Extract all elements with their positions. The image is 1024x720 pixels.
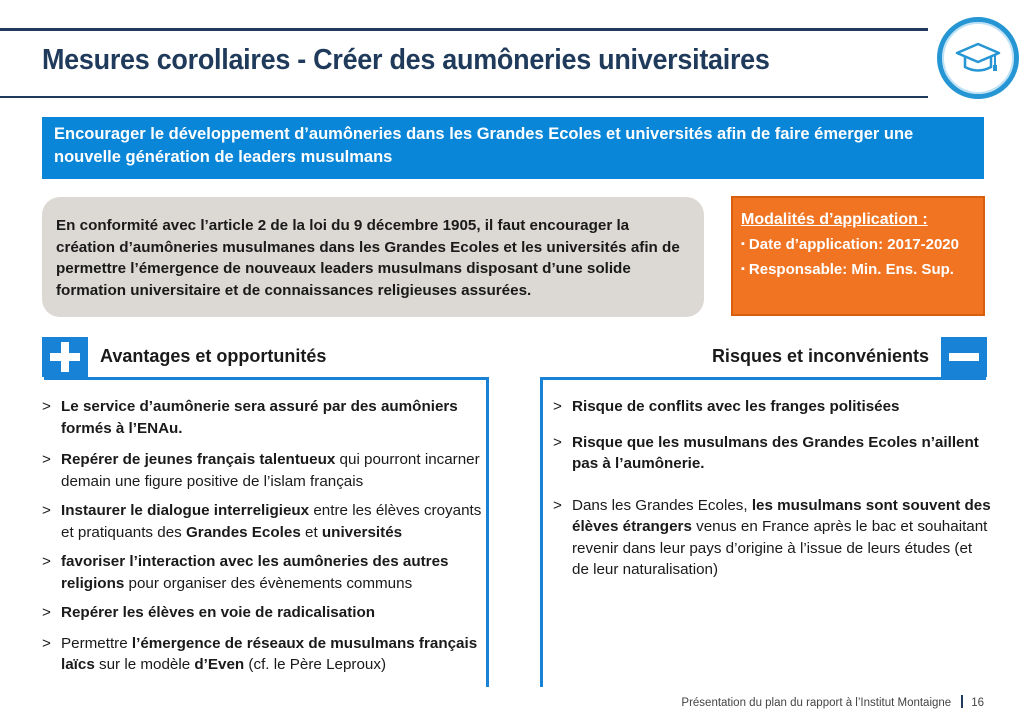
objective-text: Encourager le développement d’aumôneries dans les Grandes Ecoles et universités afin de faire émerger une nouvelle génération de leaders musulmans [54,125,914,166]
graduation-cap-icon [955,41,1001,75]
plain-text: entre les élèves croyants et pratiquants des [61,502,482,541]
list-marker: > [42,604,51,621]
list-marker: > [553,398,562,415]
list-marker: > [42,398,51,415]
risks-item [553,396,993,418]
bold-text: Risque de conflits avec les franges politisées [572,398,900,415]
footer-separator [961,695,963,708]
plain-text: pour organiser des évènements communs [124,574,413,592]
list-marker: > [42,634,51,652]
bold-text: Risque que les musulmans des Grandes Ecoles n’aillent pas à l’aumônerie. [572,433,979,472]
modalites-box [731,196,985,316]
advantages-item [42,396,482,439]
plain-text: Permettre [61,634,132,652]
bold-text: favoriser l’interaction avec les aumôneries des autres religions [61,553,449,592]
advantages-item [42,633,482,676]
plain-text: et [300,523,322,541]
risks-item [553,495,993,581]
modalites-title: Modalités d’application : [741,211,928,228]
advantages-list [42,396,482,676]
bold-text: d’Even [194,656,245,673]
bold-text: Grandes Ecoles [185,523,301,541]
bold-text: Repérer les élèves en voie de radicalisation [61,604,376,621]
list-marker: > [42,451,51,468]
risks-heading: Risques et inconvénients [711,346,929,366]
footer-text: Présentation du plan du rapport à l’Institut Montaigne [681,697,952,709]
advantages-item [42,449,482,492]
title-rule [0,96,928,98]
footer [681,695,984,709]
modalites-item-date [741,232,975,257]
list-marker: > [42,553,51,570]
top-rule [0,28,928,31]
advantages-item [42,500,482,543]
modalites-item-label: Responsable: Min. Ens. Sup. [748,261,954,278]
advantages-item [42,602,482,624]
bold-text: l’émergence de réseaux de musulmans français laïcs [61,634,478,673]
plus-icon [42,337,88,377]
bold-text: universités [321,523,403,541]
risks-list [553,396,993,581]
objective-banner [42,117,984,179]
bullet-icon: ▪ [741,263,745,275]
list-marker: > [553,496,562,514]
modalites-item-responsable [741,257,975,282]
advantages-heading: Avantages et opportunités [100,346,327,366]
list-marker: > [42,502,51,519]
context-text: En conformité avec l’article 2 de la loi du 9 décembre 1905, il faut encourager la création d’aumôneries musulmanes dans les Grandes Ecoles et les universités afin de permettre l’émergence de nouveaux leaders musulmans disposant d’une solide formation universitaire et de connaissances religieuses assurées. [56,217,680,299]
bold-text: Repérer de jeunes français talentueux [61,451,336,468]
bullet-icon: ▪ [741,238,745,250]
bold-text: Instaurer le dialogue interreligieux [61,502,310,519]
bold-text: Le service d’aumônerie sera assuré par des aumôniers formés à l’ENAu. [61,398,458,437]
plain-text: sur le modèle [94,656,195,673]
advantages-item [42,551,482,594]
page-number: 16 [971,697,984,709]
risks-item [553,432,993,475]
modalites-item-label: Date d’application: 2017-2020 [748,236,959,253]
list-marker: > [553,433,562,451]
context-box [42,197,704,317]
page-title: Mesures corollaires - Créer des aumôneries universitaires [42,44,770,76]
plain-text: Dans les Grandes Ecoles, [572,496,752,514]
logo [937,17,1019,99]
bold-text: les musulmans sont souvent des élèves étrangers [572,496,991,535]
plain-text: venus en France après le bac et souhaitant revenir dans leur pays d’origine à l’issue de leurs études (et de leur naturalisation) [572,518,988,578]
minus-icon [941,337,987,377]
plain-text: (cf. le Père Leproux) [244,656,387,673]
plain-text: qui pourront incarner demain une figure positive de l’islam français [61,451,480,490]
